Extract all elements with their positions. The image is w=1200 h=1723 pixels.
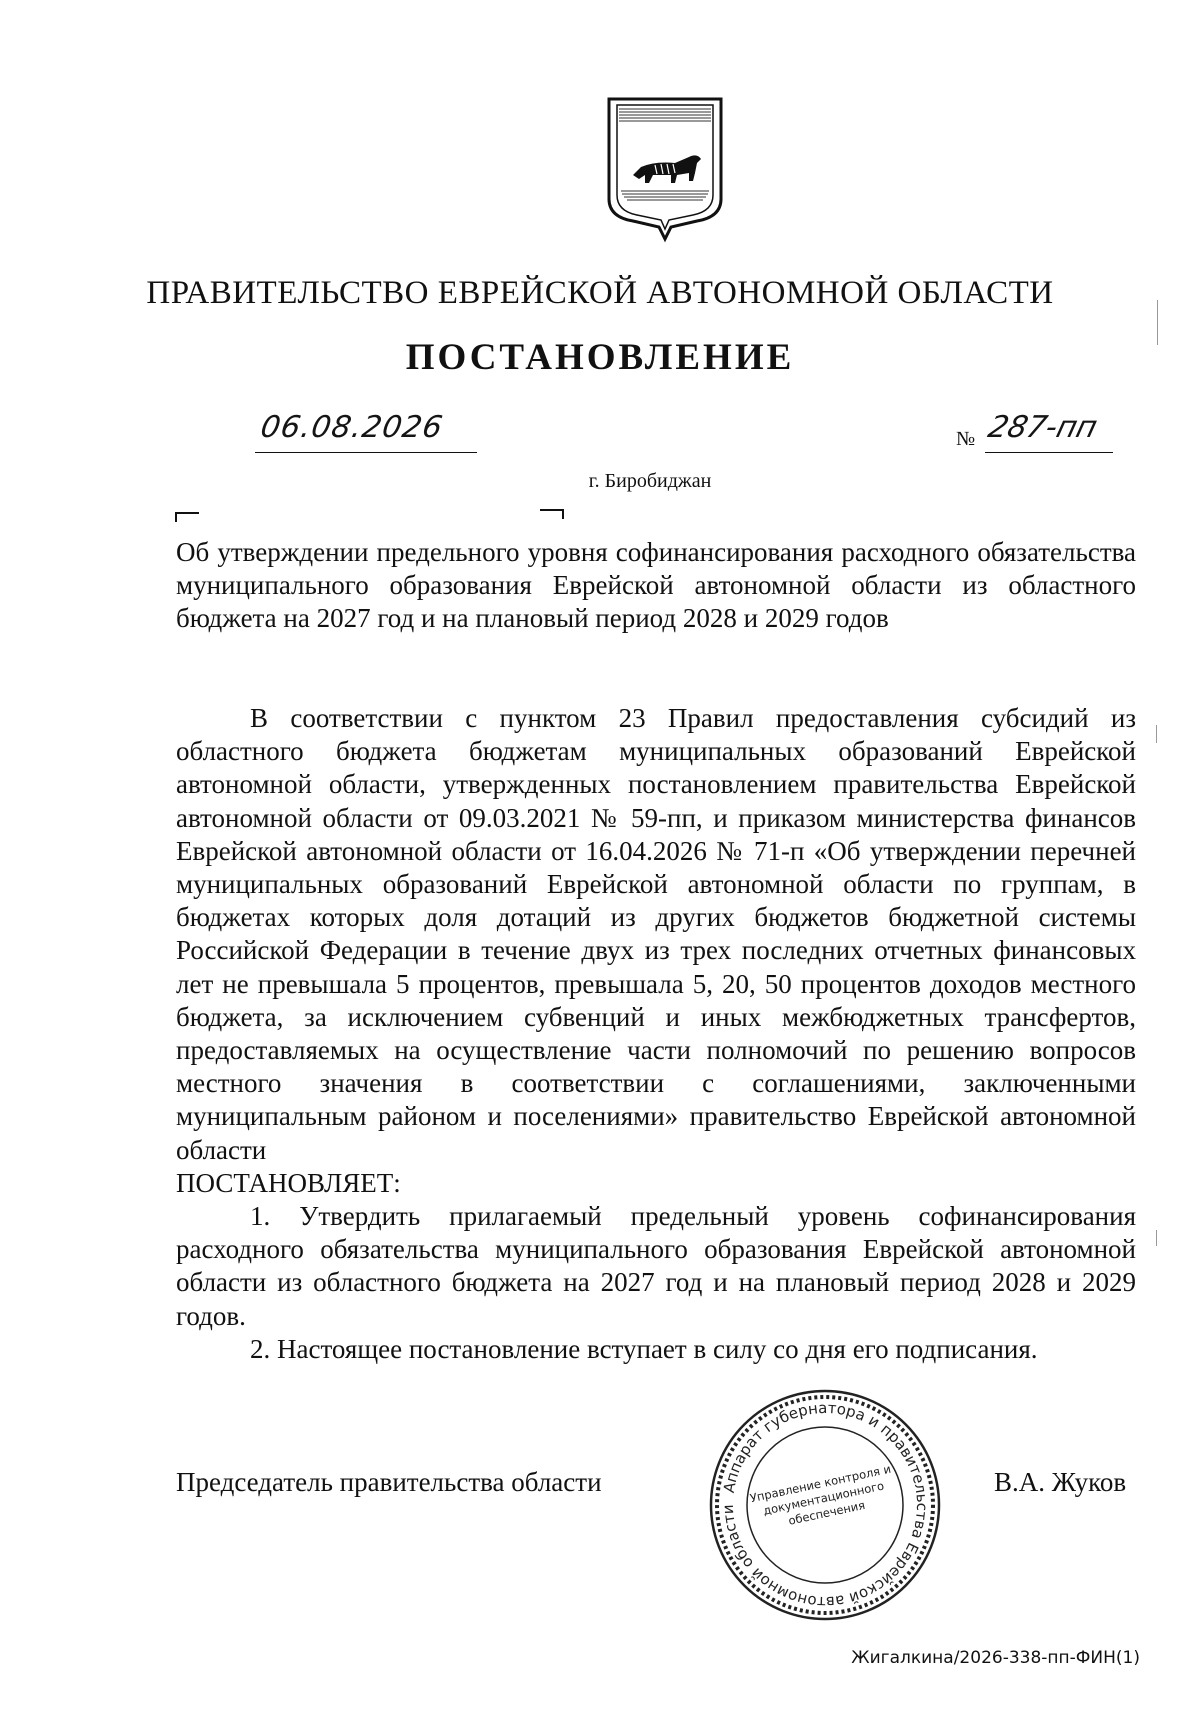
scan-margin-mark [1157,300,1158,345]
resolution-item-2: 2. Настоящее постановление вступает в силу со дня его подписания. [250,1333,1038,1364]
handwritten-date: 06.08.2026 [257,410,446,445]
scan-margin-mark [1156,725,1157,743]
document-body [176,702,1136,1366]
signer-name: В.А. Жуков [994,1467,1127,1497]
document-subject: Об утверждении предельного уровня софинансирования расходного обязательства муниципального образования Еврейской автономной области из областного бюджета на 2027 год и на плановый период 2028 и 2029 годов [176,537,1136,633]
date-field [255,410,477,453]
government-title: ПРАВИТЕЛЬСТВО ЕВРЕЙСКОЙ АВТОНОМНОЙ ОБЛАСТИ [146,275,1054,311]
subject-corner-left [175,512,199,522]
number-label: № [956,428,976,450]
subject-corner-right [540,509,564,519]
preamble-paragraph: В соответствии с пунктом 23 Правил предоставления субсидий из областного бюджета бюджетам муниципальных образований Еврейской автономной области, утвержденных постановлением правительства Еврейской автономной области от 09.03.2021 № 59-пп, и приказом министерства финансов Еврейской автономной области от 16.04.2026 № 71-п «Об утверждении перечней муниципальных образований Еврейской автономной области по группам, в бюджетах которых доля дотаций из других бюджетов бюджетной системы Российской Федерации в течение двух из трех последних отчетных финансовых лет не превышала 5 процентов, превышала 5, 20, 50 процентов доходов местного бюджета, за исключением субвенций и иных межбюджетных трансфертов, предоставляемых на осуществление части полномочий по решению вопросов местного значения в соответствии с соглашениями, заключенными муниципальным районом и поселениями» правительство Еврейской автономной области [176,703,1136,1165]
scan-margin-mark [1156,1230,1157,1246]
handwritten-number: 287-пп [984,410,1101,445]
resolves-heading: ПОСТАНОВЛЯЕТ: [176,1167,401,1198]
stamp-outer-text: Аппарат губернатора и правительства Еврейской автономной области [718,1398,932,1612]
resolution-item-1: 1. Утвердить прилагаемый предельный уровень софинансирования расходного обязательства муниципального образования Еврейской автономной области из областного бюджета на 2027 год и на плановый период 2028 и 2029 годов. [176,1201,1136,1331]
signer-position: Председатель правительства области [176,1467,602,1497]
city-line: г. Биробиджан [588,470,712,492]
coat-of-arms-emblem [605,95,725,243]
footer-reference: Жигалкина/2026-338-пп-ФИН(1) [851,1648,1140,1668]
official-stamp [706,1386,944,1624]
document-type-title: ПОСТАНОВЛЕНИЕ [405,337,795,378]
stamp-inner-text: Управление контроля и документационного обеспечения [748,1461,893,1528]
number-field [985,410,1113,453]
